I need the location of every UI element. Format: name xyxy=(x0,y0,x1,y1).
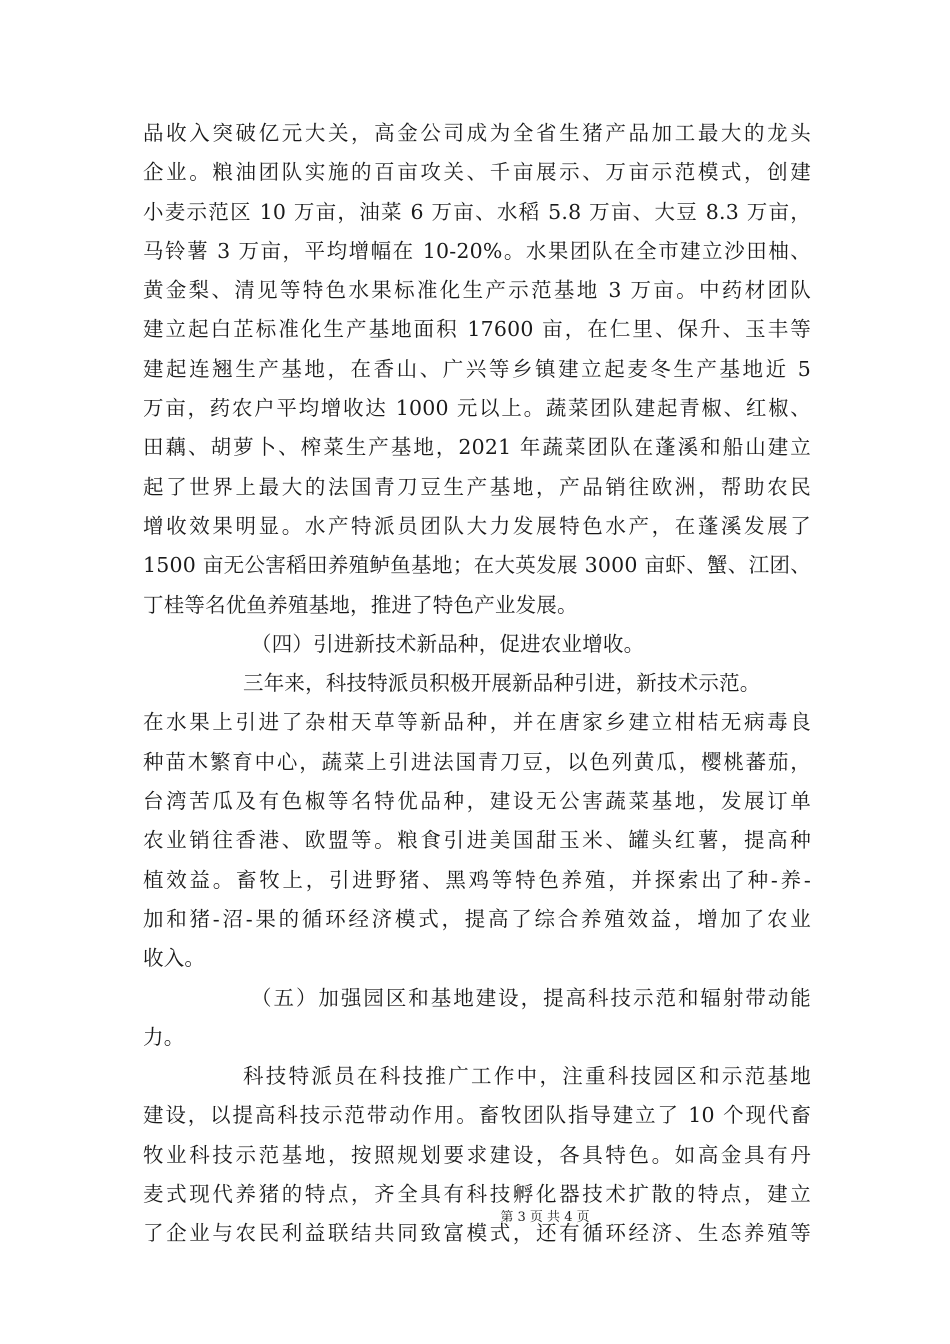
body-text xyxy=(143,114,811,1254)
text-line: 建起连翘生产基地，在香山、广兴等乡镇建立起麦冬生产基地近 5 xyxy=(143,356,811,381)
text-line: 田藕、胡萝卜、榨菜生产基地，2021 年蔬菜团队在蓬溪和船山建立 xyxy=(143,435,811,460)
text-line: 种苗木繁育中心，蔬菜上引进法国青刀豆，以色列黄瓜，樱桃蕃茄， xyxy=(143,749,811,774)
section-heading-4: （四）引进新技术新品种，促进农业增收。 xyxy=(251,631,645,656)
text-line: 起了世界上最大的法国青刀豆生产基地，产品销往欧洲，帮助农民 xyxy=(143,474,811,499)
text-line: 农业销往香港、欧盟等。粮食引进美国甜玉米、罐头红薯，提高种 xyxy=(143,828,811,853)
text-line: 植效益。畜牧上，引进野猪、黑鸡等特色养殖，并探索出了种-养- xyxy=(143,867,811,892)
text-line: 加和猪-沼-果的循环经济模式，提高了综合养殖效益，增加了农业 xyxy=(143,906,811,931)
text-line: 力。 xyxy=(143,1024,185,1049)
text-line: 丁桂等名优鱼养殖基地，推进了特色产业发展。 xyxy=(143,592,578,617)
text-line: 台湾苦瓜及有色椒等名特优品种，建设无公害蔬菜基地，发展订单 xyxy=(143,789,811,814)
text-line: 马铃薯 3 万亩，平均增幅在 10-20%。水果团队在全市建立沙田柚、 xyxy=(143,238,811,263)
section-heading-5: （五）加强园区和基地建设，提高科技示范和辐射带动能 xyxy=(251,985,811,1010)
text-line: 品收入突破亿元大关，高金公司成为全省生猪产品加工最大的龙头 xyxy=(143,121,811,145)
text-line: 牧业科技示范基地，按照规划要求建设，各具特色。如高金具有丹 xyxy=(143,1142,811,1167)
text-line: 企业。粮油团队实施的百亩攻关、千亩展示、万亩示范模式，创建 xyxy=(143,160,811,185)
paragraph-first-line: 科技特派员在科技推广工作中，注重科技园区和示范基地 xyxy=(243,1064,811,1089)
text-line: 建设，以提高科技示范带动作用。畜牧团队指导建立了 10 个现代畜 xyxy=(143,1103,811,1128)
text-line: 麦式现代养猪的特点，齐全具有科技孵化器技术扩散的特点，建立 xyxy=(143,1182,811,1207)
text-line: 万亩，药农户平均增收达 1000 元以上。蔬菜团队建起青椒、红椒、 xyxy=(143,396,811,421)
text-line: 建立起白芷标准化生产基地面积 17600 亩，在仁里、保升、玉丰等 xyxy=(143,317,811,342)
paragraph-first-line: 三年来，科技特派员积极开展新品种引进，新技术示范。 xyxy=(243,671,761,696)
text-line: 增收效果明显。水产特派员团队大力发展特色水产，在蓬溪发展了 xyxy=(143,513,811,538)
text-line: 在水果上引进了杂柑天草等新品种，并在唐家乡建立柑桔无病毒良 xyxy=(143,710,811,735)
text-line: 小麦示范区 10 万亩，油菜 6 万亩、水稻 5.8 万亩、大豆 8.3 万亩， xyxy=(143,199,811,224)
text-line: 了企业与农民利益联结共同致富模式，还有循环经济、生态养殖等 xyxy=(143,1221,811,1246)
text-line: 黄金梨、清见等特色水果标准化生产示范基地 3 万亩。中药材团队 xyxy=(143,278,811,303)
page-number-footer: 第 3 页 共 4 页 xyxy=(500,1210,590,1225)
text-line: 1500 亩无公害稻田养殖鲈鱼基地；在大英发展 3000 亩虾、蟹、江团、 xyxy=(143,553,811,578)
text-line: 收入。 xyxy=(143,946,206,971)
